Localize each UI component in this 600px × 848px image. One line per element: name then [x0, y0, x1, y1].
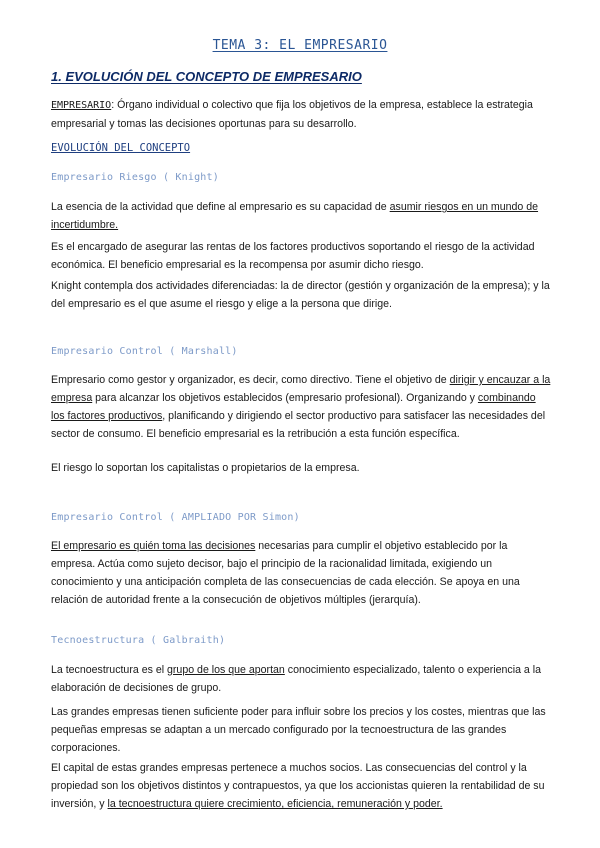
- marshall-p1-underlined-1: dirigir y encauzar a la empresa: [51, 374, 551, 404]
- galbraith-paragraph-1: [51, 661, 551, 697]
- page-title: TEMA 3: EL EMPRESARIO: [212, 38, 388, 53]
- simon-paragraph-1: [51, 537, 551, 609]
- knight-p1-underlined: asumir riesgos en un mundo de incertidumbre.: [51, 201, 539, 231]
- evolution-heading: EVOLUCIÓN DEL CONCEPTO: [51, 142, 191, 154]
- galbraith-p3-underlined: la tecnoestructura quiere crecimiento, eficiencia, remuneración y poder.: [107, 798, 443, 810]
- marshall-p1-text-a: Empresario como gestor y organizador, es decir, como directivo. Tiene el objetivo de: [51, 374, 450, 386]
- knight-paragraph-1: [51, 198, 551, 234]
- marshall-heading: Empresario Control ( Marshall): [51, 346, 238, 357]
- marshall-paragraph-2: El riesgo lo soportan los capitalistas o propietarios de la empresa.: [51, 462, 360, 474]
- knight-p1-text: La esencia de la actividad que define al empresario es su capacidad de: [51, 201, 390, 213]
- knight-paragraph-2: Es el encargado de asegurar las rentas de los factores productivos soportando el riesgo de la actividad económica. El beneficio empresarial es la recompensa por asumir dicho riesgo.: [51, 241, 535, 271]
- definition-term: EMPRESARIO: [51, 100, 112, 111]
- galbraith-p1-text-b: conocimiento especializado, talento o experiencia a la elaboración de decisiones de grupo.: [51, 664, 542, 694]
- marshall-p1-text-b: para alcanzar los objetivos establecidos (empresario profesional). Organizando y: [92, 392, 478, 404]
- marshall-paragraph-1: [51, 371, 551, 443]
- galbraith-p1-text-a: La tecnoestructura es el: [51, 664, 168, 676]
- section-heading-1: 1. EVOLUCIÓN DEL CONCEPTO DE EMPRESARIO: [51, 69, 362, 84]
- knight-heading: Empresario Riesgo ( Knight): [51, 172, 219, 183]
- simon-p1-text: necesarias para cumplir el objetivo establecido por la empresa. Actúa como sujeto decisor, bajo el principio de la racionalidad limitada, exigiendo un conocimiento y una anticipación completa de las consecuencias de cada elección. Se apoya en una relación de autoridad frente a la consecución de objetivos múltiples (jerarquía).: [51, 540, 520, 606]
- definition-text: : Órgano individual o colectivo que fija los objetivos de la empresa, establece la estrategia empresarial y tomas las decisiones oportunas para su desarrollo.: [51, 99, 533, 130]
- galbraith-paragraph-3: [51, 759, 551, 813]
- marshall-p1-text-c: , planificando y dirigiendo el sector productivo para satisfacer las necesidades del sector de consumo. El beneficio empresarial es la retribución a esta función específica.: [51, 410, 546, 440]
- definition-paragraph: [51, 96, 551, 133]
- simon-p1-underlined: El empresario es quién toma las decisiones: [51, 540, 256, 552]
- marshall-p1-underlined-2: combinando los factores productivos: [51, 392, 536, 422]
- galbraith-paragraph-2: Las grandes empresas tienen suficiente poder para influir sobre los precios y los costes, mientras que las pequeñas empresas se adaptan a un mercado configurado por la tecnoestructura de las grandes corporaciones.: [51, 706, 546, 754]
- galbraith-p3-text: El capital de estas grandes empresas pertenece a muchos socios. Las consecuencias del control y la propiedad son los objetivos distintos y contrapuestos, ya que los accionistas quieren la rentabilidad de su inversión, y: [51, 762, 545, 810]
- galbraith-p1-underlined: grupo de los que aportan: [167, 664, 285, 676]
- simon-heading: Empresario Control ( AMPLIADO POR Simon): [51, 512, 300, 523]
- knight-paragraph-3: Knight contempla dos actividades diferenciadas: la de director (gestión y organización de la empresa); y la del empresario es el que asume el riesgo y elige a la persona que dirige.: [51, 280, 550, 310]
- galbraith-heading: Tecnoestructura ( Galbraith): [51, 635, 226, 646]
